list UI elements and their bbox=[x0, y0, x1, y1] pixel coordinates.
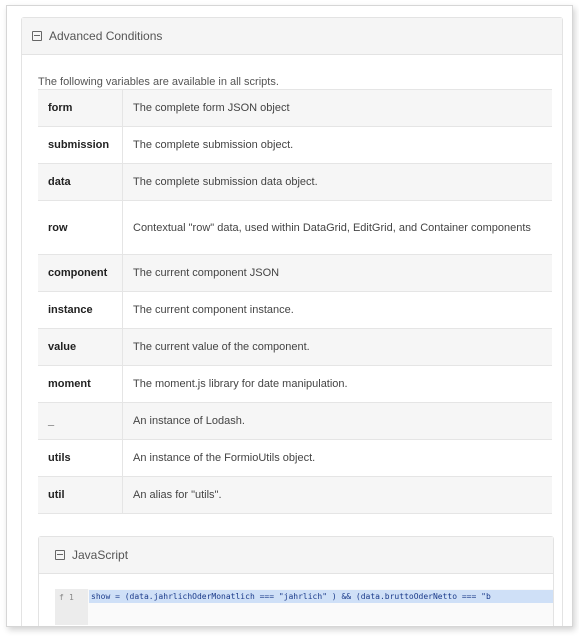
table-row bbox=[38, 90, 552, 127]
variable-description: An instance of the FormioUtils object. bbox=[123, 440, 553, 477]
collapse-minus-icon[interactable] bbox=[55, 550, 65, 560]
fold-marker[interactable]: f bbox=[59, 593, 64, 602]
javascript-header[interactable] bbox=[39, 537, 553, 574]
variables-table bbox=[38, 89, 552, 514]
code-gutter bbox=[55, 589, 88, 625]
variable-name: moment bbox=[38, 366, 123, 403]
table-row bbox=[38, 292, 552, 329]
variable-name: value bbox=[38, 329, 123, 366]
variable-name: row bbox=[38, 201, 123, 255]
code-line[interactable]: show = (data.jahrlichOderMonatlich === "jahrlich" ) && (data.bruttoOderNetto === "b bbox=[89, 590, 553, 603]
table-row bbox=[38, 255, 552, 292]
table-row bbox=[38, 164, 552, 201]
variable-description: An instance of Lodash. bbox=[123, 403, 553, 440]
variable-name: util bbox=[38, 477, 123, 514]
variable-name: _ bbox=[38, 403, 123, 440]
javascript-title: JavaScript bbox=[72, 548, 129, 562]
variable-description: The current value of the component. bbox=[123, 329, 553, 366]
variable-description: The complete submission data object. bbox=[123, 164, 553, 201]
variable-description: The moment.js library for date manipulation. bbox=[123, 366, 553, 403]
variable-description: The current component JSON bbox=[123, 255, 553, 292]
variable-description: The complete submission object. bbox=[123, 127, 553, 164]
advanced-conditions-panel bbox=[21, 17, 563, 627]
variable-name: submission bbox=[38, 127, 123, 164]
table-row bbox=[38, 403, 552, 440]
table-row bbox=[38, 440, 552, 477]
variable-name: utils bbox=[38, 440, 123, 477]
code-editor[interactable] bbox=[55, 589, 553, 625]
table-row bbox=[38, 477, 552, 514]
javascript-panel bbox=[38, 536, 554, 627]
table-row bbox=[38, 201, 552, 255]
variable-description: An alias for "utils". bbox=[123, 477, 553, 514]
variable-name: component bbox=[38, 255, 123, 292]
window-frame bbox=[6, 5, 573, 627]
variable-name: form bbox=[38, 90, 123, 127]
variable-description: The current component instance. bbox=[123, 292, 553, 329]
table-row bbox=[38, 127, 552, 164]
advanced-conditions-title: Advanced Conditions bbox=[49, 29, 163, 43]
variable-description: Contextual "row" data, used within DataGrid, EditGrid, and Container components bbox=[123, 201, 553, 255]
variable-description: The complete form JSON object bbox=[123, 90, 553, 127]
variables-intro: The following variables are available in all scripts. bbox=[38, 76, 279, 88]
table-row bbox=[38, 329, 552, 366]
table-row bbox=[38, 366, 552, 403]
variable-name: data bbox=[38, 164, 123, 201]
line-number: 1 bbox=[69, 593, 74, 602]
collapse-minus-icon[interactable] bbox=[32, 31, 42, 41]
advanced-conditions-header[interactable] bbox=[22, 18, 562, 55]
variable-name: instance bbox=[38, 292, 123, 329]
